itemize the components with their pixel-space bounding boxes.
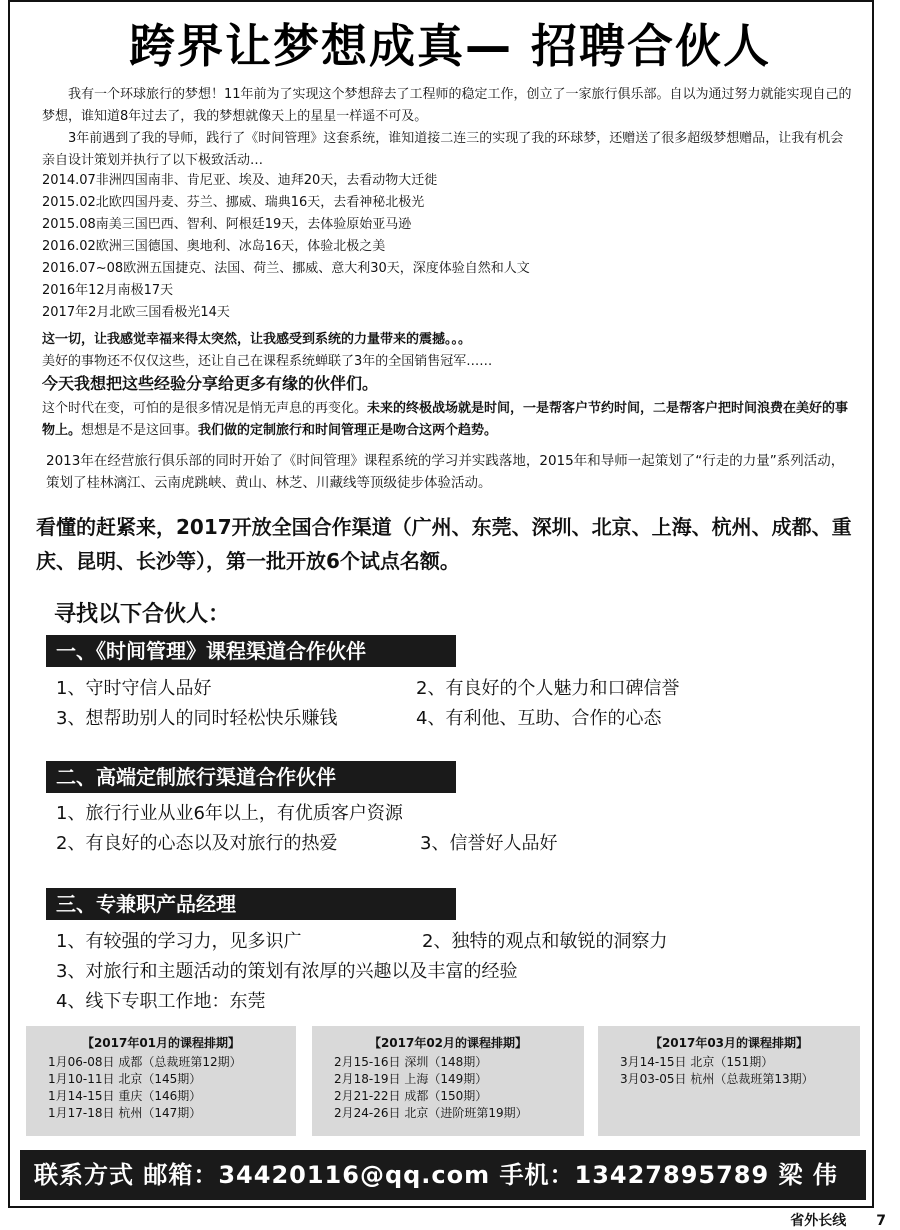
schedule-row: 1月17-18日 杭州（147期） [48,1106,202,1120]
schedule-row: 2月18-19日 上海（149期） [334,1072,488,1086]
footer-section-label: 省外长线 [790,1213,847,1229]
schedule-row: 1月14-15日 重庆（146期） [48,1089,202,1103]
schedule-row: 3月14-15日 北京（151期） [620,1055,774,1069]
page-number: 7 [876,1213,886,1229]
schedule-header: 【2017年03月的课程排期】 [649,1036,809,1050]
schedule-row: 2月21-22日 成都（150期） [334,1089,488,1103]
section-1-item: 2、有良好的个人魅力和口碑信誉 [416,678,680,699]
section-1-title: 一、《时间管理》课程渠道合作伙伴 [46,635,456,667]
page-footer [760,1210,886,1230]
intro-paragraph-2: 3年前遇到了我的导师，践行了《时间管理》这套系统，谁知道接二连三的实现了我的环球梦，还赠送了很多超级梦想赠品，让我有机会亲自设计策划并执行了以下极致活动… [42,131,844,168]
history-paragraph: 2013年在经营旅行俱乐部的同时开始了《时间管理》课程系统的学习并实践落地，2015年和导师一起策划了“行走的力量”系列活动，策划了桂林漓江、云南虎跳峡、黄山、林芝、川藏线等顶级徒步体验活动。 [46,453,845,491]
change-text-b: 未来的终极战场就是时间，一是帮客户节约时间，二是帮客户把时间浪费在美好的事物上。 [42,401,849,438]
intro-paragraph-1: 我有一个环球旅行的梦想！11年前为了实现这个梦想辞去了工程师的稳定工作，创立了一家旅行俱乐部。自以为通过努力就能实现自己的梦想，谁知道8年过去了，我的梦想就像天上的星星一样遥不可及。 [42,87,852,124]
section-2-item: 1、旅行行业从业6年以上，有优质客户资源 [56,803,403,824]
section-2-item: 3、信誉好人品好 [420,833,558,854]
section-3-title: 三、专兼职产品经理 [46,888,456,920]
section-3-item: 3、对旅行和主题活动的策划有浓厚的兴趣以及丰富的经验 [56,961,518,982]
schedule-row: 1月06-08日 成都（总裁班第12期） [48,1055,242,1069]
section-3-item: 2、独特的观点和敏锐的洞察力 [422,931,668,952]
section-3-item: 1、有较强的学习力，见多识广 [56,931,302,952]
contact-bar: 联系方式 邮箱：34420116@qq.com 手机：13427895789 梁 伟 [20,1150,866,1200]
trip-item: 2016.02欧洲三国德国、奥地利、冰岛16天，体验北极之美 [42,239,386,254]
schedule-header: 【2017年01月的课程排期】 [81,1036,241,1050]
share-line: 今天我想把这些经验分享给更多有缘的伙伴们。 [42,374,379,393]
schedule-jan [26,1026,296,1136]
section-3-item: 4、线下专职工作地：东莞 [56,991,266,1012]
announcement: 看懂的赶紧来，2017开放全国合作渠道（广州、东莞、深圳、北京、上海、杭州、成都、重庆、昆明、长沙等），第一批开放6个试点名额。 [36,515,852,573]
shock-line: 这一切，让我感觉幸福来得太突然，让我感受到系统的力量带来的震撼。。。 [42,332,472,347]
page-title: 跨界让梦想成真— 招聘合伙人 [128,19,771,73]
schedule-row: 3月03-05日 杭州（总裁班第13期） [620,1072,814,1086]
schedule-feb [312,1026,584,1136]
trip-item: 2014.07非洲四国南非、肯尼亚、埃及、迪拜20天，去看动物大迁徙 [42,173,438,188]
change-text-a: 这个时代在变，可怕的是很多情况是悄无声息的再变化。 [42,401,368,416]
sales-line: 美好的事物还不仅仅这些，还让自己在课程系统蝉联了3年的全国销售冠军…… [42,354,493,369]
trip-item: 2016.07~08欧洲五国捷克、法国、荷兰、挪威、意大利30天，深度体验自然和人文 [42,261,530,276]
seek-heading: 寻找以下合伙人： [54,602,231,627]
section-2-title: 二、高端定制旅行渠道合作伙伴 [46,761,456,793]
schedule-mar [598,1026,860,1136]
change-text-d: 我们做的定制旅行和时间管理正是吻合这两个趋势。 [198,423,498,438]
section-1-item: 4、有利他、互助、合作的心态 [416,708,662,729]
trip-item: 2015.02北欧四国丹麦、芬兰、挪威、瑞典16天，去看神秘北极光 [42,195,425,210]
section-1-item: 3、想帮助别人的同时轻松快乐赚钱 [56,708,338,729]
section-2-item: 2、有良好的心态以及对旅行的热爱 [56,833,338,854]
schedule-header: 【2017年02月的课程排期】 [368,1036,528,1050]
schedule-row: 1月10-11日 北京（145期） [48,1072,202,1086]
change-text-c: 想想是不是这回事。 [81,423,199,438]
trip-item: 2017年2月北欧三国看极光14天 [42,305,230,320]
change-paragraph [42,398,852,442]
trip-item: 2016年12月南极17天 [42,283,174,298]
schedule-row: 2月24-26日 北京（进阶班第19期） [334,1106,528,1120]
trip-item: 2015.08南美三国巴西、智利、阿根廷19天，去体验原始亚马逊 [42,217,412,232]
schedule-row: 2月15-16日 深圳（148期） [334,1055,488,1069]
section-1-item: 1、守时守信人品好 [56,678,212,699]
